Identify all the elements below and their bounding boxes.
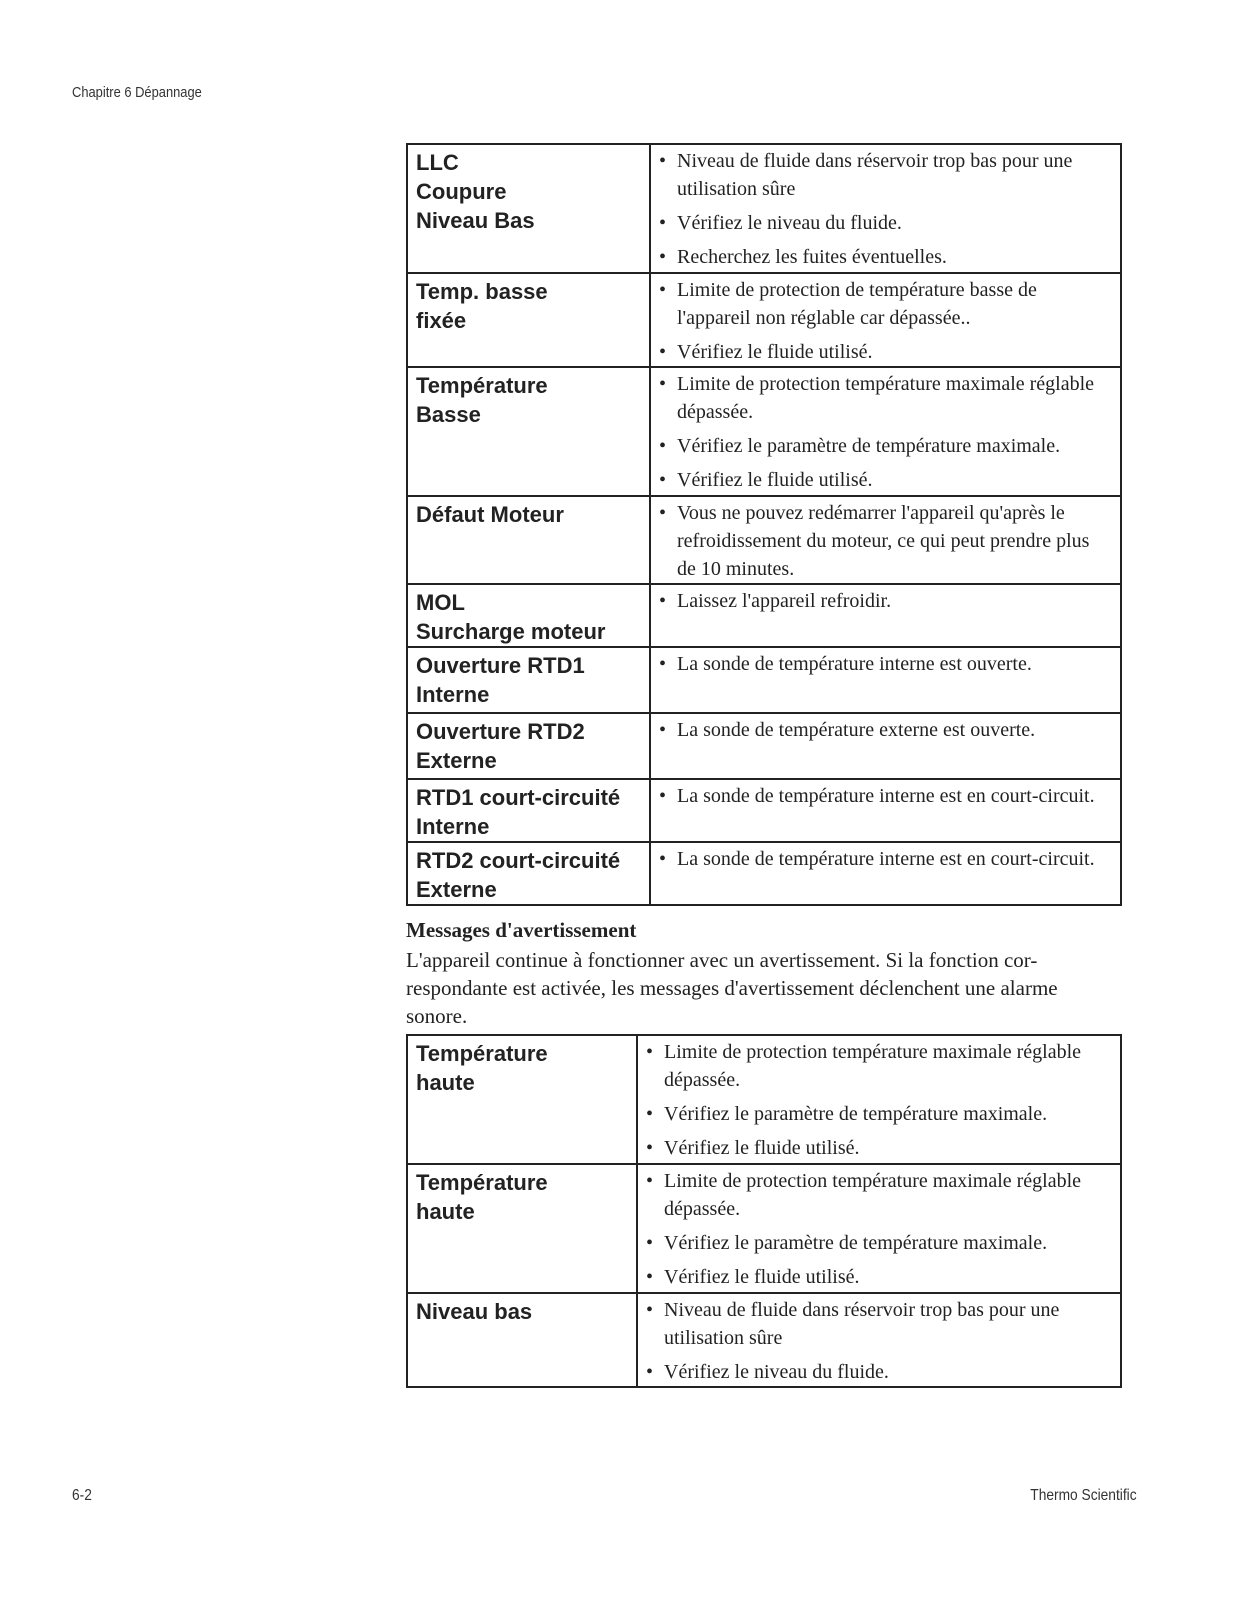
row-description (650, 496, 1121, 584)
row-label-line: Température (416, 373, 548, 398)
row-label (407, 1164, 637, 1293)
bullet-item: • La sonde de température interne est ouverte. (659, 650, 1112, 678)
row-label (407, 496, 650, 584)
bullet-list (659, 650, 1112, 678)
bullet-list (659, 147, 1112, 271)
row-label (407, 1293, 637, 1387)
bullet-list (646, 1038, 1112, 1162)
table-row (407, 1035, 1121, 1164)
bullet-item: • Vérifiez le niveau du fluide. (659, 209, 1112, 237)
bullet-list (659, 716, 1112, 744)
bullet-item: • Niveau de fluide dans réservoir trop bas pour une utilisation sûre (646, 1296, 1112, 1352)
bullet-item: • La sonde de température interne est en court-circuit. (659, 845, 1112, 873)
row-description (650, 367, 1121, 496)
table-row (407, 1293, 1121, 1387)
table-row (407, 713, 1121, 779)
row-description (637, 1035, 1121, 1164)
row-label (407, 842, 650, 905)
bullet-item: • Vérifiez le niveau du fluide. (646, 1358, 1112, 1386)
bullet-item: • La sonde de température interne est en court-circuit. (659, 782, 1112, 810)
row-description (650, 779, 1121, 842)
row-label-line: Externe (416, 877, 497, 902)
table-row (407, 273, 1121, 367)
row-label-line: Temp. basse (416, 279, 548, 304)
row-description (637, 1164, 1121, 1293)
bullet-item: • Vérifiez le paramètre de température maximale. (646, 1100, 1112, 1128)
table-row (407, 1164, 1121, 1293)
row-label (407, 713, 650, 779)
row-label-line: Ouverture RTD1 (416, 653, 585, 678)
row-description (637, 1293, 1121, 1387)
row-label-line: Défaut Moteur (416, 502, 564, 527)
row-description (650, 842, 1121, 905)
warnings-table (406, 1034, 1122, 1388)
row-label (407, 647, 650, 713)
table-row (407, 842, 1121, 905)
row-label (407, 1035, 637, 1164)
bullet-item: • Vérifiez le fluide utilisé. (646, 1263, 1112, 1291)
bullet-item: • Limite de protection température maximale réglable dépassée. (659, 370, 1112, 426)
row-label-line: Basse (416, 402, 481, 427)
row-label-line: Ouverture RTD2 (416, 719, 585, 744)
bullet-list (659, 370, 1112, 494)
bullet-item: • Vérifiez le fluide utilisé. (659, 466, 1112, 494)
bullet-list (646, 1296, 1112, 1386)
warnings-intro: L'appareil continue à fonctionner avec un avertissement. Si la fonction cor-respondante est activée, les messages d'avertissement déclenchent une alarme sonore. (406, 948, 1058, 1028)
row-label-line: Température (416, 1170, 548, 1195)
row-label-line: haute (416, 1070, 475, 1095)
row-label-line: RTD1 court-circuité (416, 785, 621, 810)
row-label (407, 144, 650, 273)
row-label-line: fixée (416, 308, 467, 333)
table-row (407, 779, 1121, 842)
bullet-item: • Laissez l'appareil refroidir. (659, 587, 1112, 615)
bullet-list (646, 1167, 1112, 1291)
row-description (650, 584, 1121, 647)
bullet-item: • Recherchez les fuites éventuelles. (659, 243, 1112, 271)
warnings-title: Messages d'avertissement (406, 918, 637, 942)
bullet-list (659, 845, 1112, 873)
bullet-list (659, 499, 1112, 583)
row-label (407, 584, 650, 647)
bullet-item: • Limite de protection température maximale réglable dépassée. (646, 1038, 1112, 1094)
table-row (407, 367, 1121, 496)
bullet-item: • Vérifiez le paramètre de température maximale. (646, 1229, 1112, 1257)
row-label-line: MOL (416, 590, 465, 615)
row-label-line: Température (416, 1041, 548, 1066)
row-description (650, 144, 1121, 273)
table-row (407, 584, 1121, 647)
row-label-line: Niveau bas (416, 1299, 533, 1324)
bullet-list (659, 587, 1112, 615)
chapter-header: Chapitre 6 Dépannage (72, 84, 202, 101)
row-label-line: RTD2 court-circuité (416, 848, 621, 873)
bullet-item: • Vérifiez le fluide utilisé. (646, 1134, 1112, 1162)
row-label-line: haute (416, 1199, 475, 1224)
table-row (407, 496, 1121, 584)
row-label-line: Externe (416, 748, 497, 773)
fault-table (406, 143, 1122, 906)
row-label-line: Surcharge moteur (416, 619, 606, 644)
bullet-item: • Vous ne pouvez redémarrer l'appareil qu'après le refroidissement du moteur, ce qui peut prendre plus de 10 minutes. (659, 499, 1112, 583)
row-label-line: Interne (416, 682, 490, 707)
bullet-item: • Limite de protection température maximale réglable dépassée. (646, 1167, 1112, 1223)
bullet-item: • Vérifiez le fluide utilisé. (659, 338, 1112, 366)
row-label (407, 273, 650, 367)
row-label (407, 367, 650, 496)
row-label-line: Interne (416, 814, 490, 839)
bullet-item: • La sonde de température externe est ouverte. (659, 716, 1112, 744)
row-label-line: Niveau Bas (416, 208, 535, 233)
row-label-line: Coupure (416, 179, 507, 204)
table-row (407, 647, 1121, 713)
row-description (650, 647, 1121, 713)
table-row (407, 144, 1121, 273)
row-description (650, 273, 1121, 367)
footer-brand: Thermo Scientific (1030, 1487, 1137, 1504)
page-number: 6-2 (72, 1487, 92, 1504)
bullet-list (659, 782, 1112, 810)
row-label-line: LLC (416, 150, 459, 175)
bullet-list (659, 276, 1112, 366)
row-label (407, 779, 650, 842)
bullet-item: • Niveau de fluide dans réservoir trop bas pour une utilisation sûre (659, 147, 1112, 203)
row-description (650, 713, 1121, 779)
bullet-item: • Limite de protection de température basse de l'appareil non réglable car dépassée.. (659, 276, 1112, 332)
bullet-item: • Vérifiez le paramètre de température maximale. (659, 432, 1112, 460)
